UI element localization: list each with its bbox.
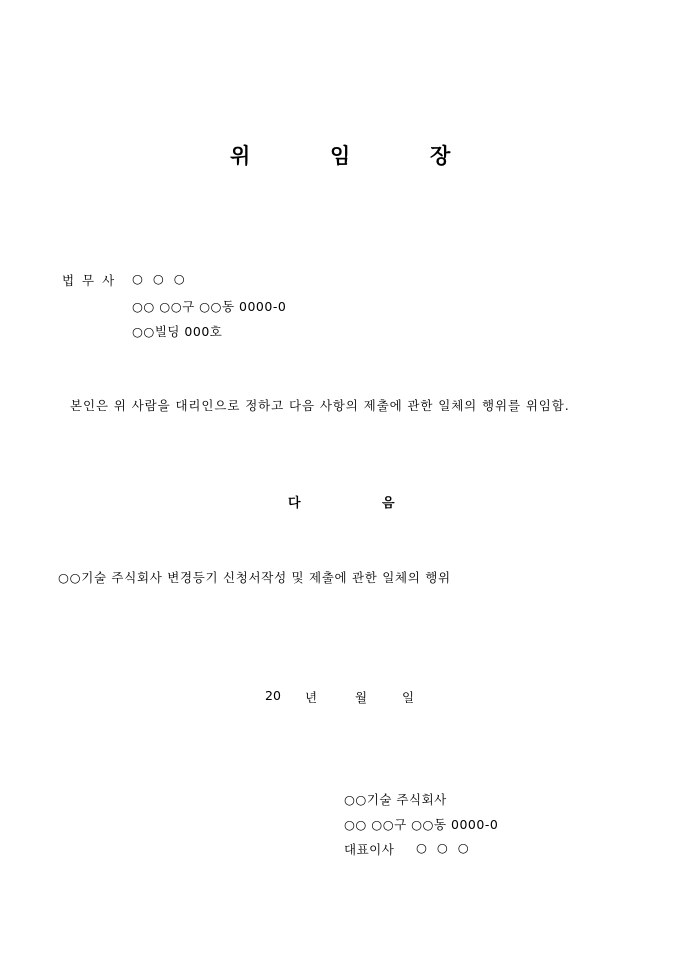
agent-label: 법 무 사 [62,273,117,288]
principal-company: ○○기술 주식회사 [344,792,447,807]
agent-address-line2: ○○빌딩 000호 [132,324,223,339]
agent-name: ○ ○ ○ [132,271,188,286]
section-heading-char-2: 음 [382,496,395,511]
date-day-unit: 일 [402,690,415,705]
title-char-3: 장 [430,143,451,168]
title-char-2: 임 [330,143,351,168]
principal-representative-label: 대표이사 [344,842,395,857]
agent-address-line1: ○○ ○○구 ○○동 0000-0 [132,299,287,314]
date-month-unit: 월 [355,690,368,705]
date-year-unit: 년 [305,690,318,705]
principal-representative-name: ○ ○ ○ [416,840,472,855]
date-year-prefix: 20 [265,688,281,703]
delegated-matter: ○○기술 주식회사 변경등기 신청서작성 및 제출에 관한 일체의 행위 [58,570,451,585]
principal-address: ○○ ○○구 ○○동 0000-0 [344,817,499,832]
delegation-statement: 본인은 위 사람을 대리인으로 정하고 다음 사항의 제출에 관한 일체의 행위를 위임함. [70,398,570,413]
title-char-1: 위 [230,143,251,168]
section-heading-char-1: 다 [288,496,301,511]
